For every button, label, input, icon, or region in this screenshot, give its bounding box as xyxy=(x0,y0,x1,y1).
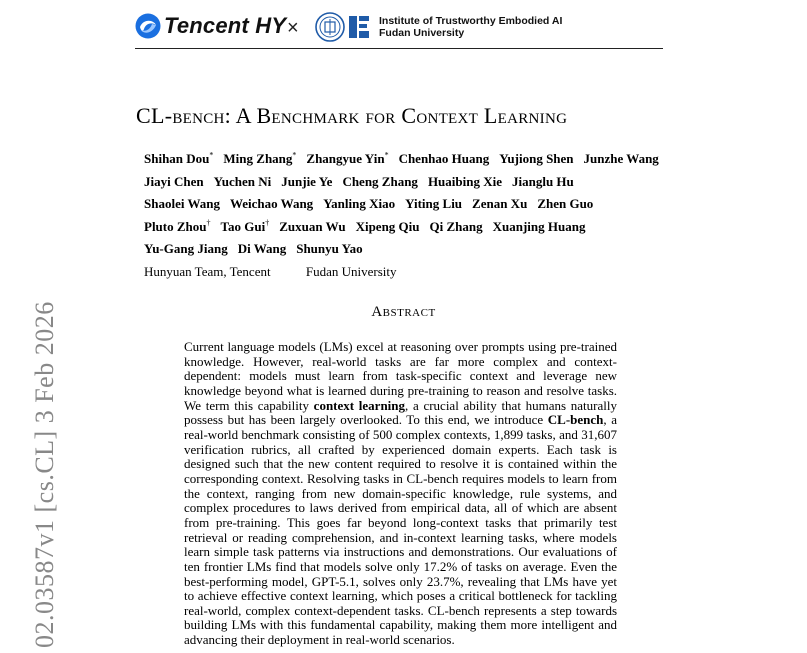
title-prefix: CL- xyxy=(136,103,173,128)
author-name: Jiayi Chen xyxy=(144,173,204,189)
author-name: Shaolei Wang xyxy=(144,196,220,211)
tencent-hy-wordmark: Tencent HY xyxy=(164,13,287,38)
abstract-part-1: Current language models (LMs) excel at reasoning over prompts using pre-trained knowledge. However, real-world tasks are far more complex and context-dependent: models must learn from task-specific context and leverage new knowledge beyond what is learned during pre-training to reason and resolve tasks. We term this capability xyxy=(184,339,617,413)
author-name: Zenan Xu xyxy=(472,196,528,211)
abstract-part-2: , a crucial ability that humans naturally possess but has been largely overlooked. To this end, we introduce xyxy=(184,397,617,428)
institute-mark-icon xyxy=(347,14,371,40)
affiliation-fudan: Fudan University xyxy=(305,264,397,279)
abstract-term-cl-bench: CL-bench xyxy=(547,412,604,428)
institute-line-1: Institute of Trustworthy Embodied AI xyxy=(379,15,563,27)
abstract-heading: Abstract xyxy=(371,304,436,320)
author-name: Zuxuan Wu xyxy=(279,218,346,234)
author-list xyxy=(144,151,684,264)
author-name: Yuchen Ni xyxy=(213,173,272,189)
author-name: Yanling Xiao xyxy=(323,196,396,211)
author-name: Qi Zhang xyxy=(429,218,483,234)
institute-name xyxy=(379,15,562,39)
author-name: Xipeng Qiu xyxy=(355,218,420,234)
abstract-part-3: , a real-world benchmark consisting of 500 complex contexts, 1,899 tasks, and 31,607 verification rubrics, all crafted by experienced domain experts. Each task is designed such that the new content required to resolve it is contained within the corresponding context. Resolving tasks in CL-bench requires models to learn from the context, ranging from new domain-specific knowledge, rule systems, and complex procedures to laws derived from empirical data, all of which are absent from pre-training. This goes far beyond long-context tasks that primarily test retrieval or reading comprehension, and in-context learning tasks, where models learn simple task patterns via instructions and demonstrations. Our evaluations of ten frontier LMs find that models solve only 17.2% of tasks on average. Even the best-performing model, GPT-5.1, solves only 23.7%, revealing that LMs have yet to achieve effective context learning, which poses a critical bottleneck for tackling real-world, complex context-dependent tasks. CL-bench represents a step towards building LMs with this fundamental capability, making them more intelligent and advancing their deployment in real-world scenarios. xyxy=(184,412,617,648)
arxiv-identifier: 02.03587v1 [cs.CL] 3 Feb 2026 xyxy=(30,301,59,648)
paper-title xyxy=(136,103,676,129)
abstract-body xyxy=(184,340,617,648)
author-name: Shihan Dou* xyxy=(144,151,214,167)
affiliations xyxy=(144,264,428,280)
author-name: Junjie Ye xyxy=(281,173,333,189)
author-row xyxy=(144,196,684,219)
author-name: Zhangyue Yin* xyxy=(306,151,389,167)
author-name: Zhen Guo xyxy=(537,196,594,211)
author-name: Cheng Zhang xyxy=(342,173,418,189)
author-name: Jianglu Hu xyxy=(511,173,574,189)
author-name: Weichao Wang xyxy=(229,196,314,211)
title-rest: bench: A Benchmark for Context Learning xyxy=(172,103,568,128)
author-name: Xuanjing Huang xyxy=(492,218,586,234)
author-name: Shunyu Yao xyxy=(296,241,363,256)
abstract-term-context-learning: context learning xyxy=(313,397,406,413)
author-row xyxy=(144,151,684,174)
author-row xyxy=(144,174,684,197)
separator-x: × xyxy=(287,17,299,39)
author-name: Yiting Liu xyxy=(405,196,463,211)
author-name: Pluto Zhou† xyxy=(144,218,211,234)
fudan-seal-icon xyxy=(315,12,345,42)
header-rule xyxy=(135,48,663,49)
header xyxy=(135,12,663,50)
author-name: Yu-Gang Jiang xyxy=(144,241,228,256)
institute-line-2: Fudan University xyxy=(379,27,465,39)
author-row xyxy=(144,241,684,264)
author-name: Di Wang xyxy=(237,241,287,256)
author-name: Ming Zhang* xyxy=(223,151,297,167)
author-name: Yujiong Shen xyxy=(499,151,574,167)
author-name: Tao Gui† xyxy=(220,218,270,234)
author-name: Junzhe Wang xyxy=(583,151,659,167)
author-name: Huaibing Xie xyxy=(427,173,502,189)
author-name: Chenhao Huang xyxy=(398,151,490,167)
hunyuan-logo-icon xyxy=(135,13,161,39)
author-row xyxy=(144,219,684,242)
affiliation-tencent: Hunyuan Team, Tencent xyxy=(144,264,271,279)
